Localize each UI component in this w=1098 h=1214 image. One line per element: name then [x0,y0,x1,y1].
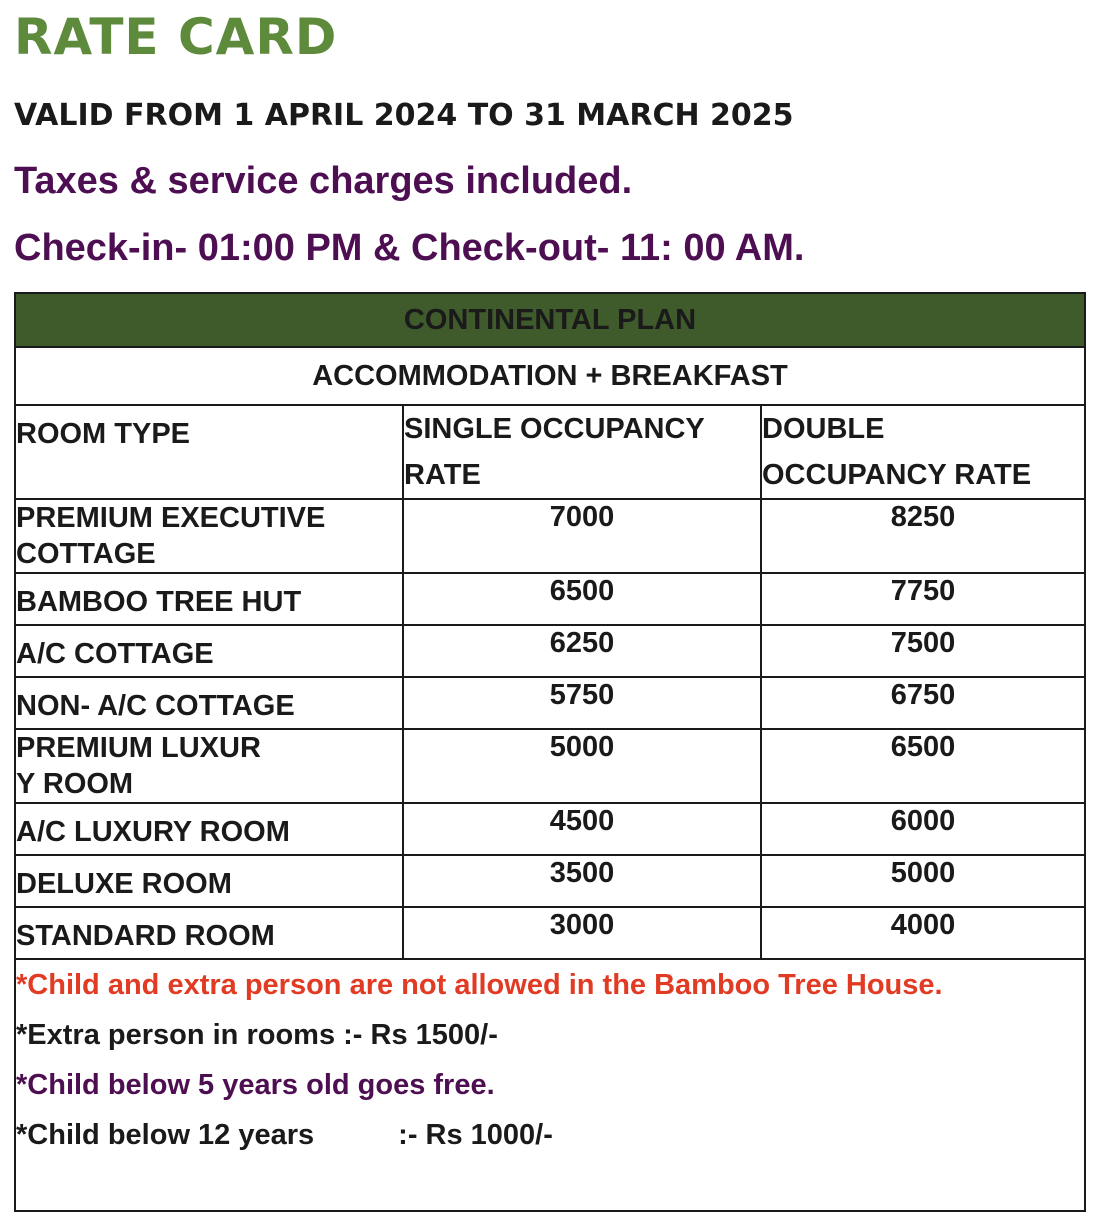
single-header-line2: RATE [404,459,481,491]
table-row [15,677,1085,729]
room-name-line2: Y ROOM [16,768,134,800]
checkin-text: Check-in- 01:00 PM & Check-out- 11: 00 AM. [14,227,805,269]
single-rate-cell: 4500 [403,803,761,855]
room-type-cell [15,499,403,573]
table-row [15,573,1085,625]
note-child-12-label: *Child below 12 years [16,1119,315,1151]
single-rate-cell: 5750 [403,677,761,729]
table-row [15,907,1085,959]
double-rate-cell: 4000 [761,907,1085,959]
single-header-line1: SINGLE OCCUPANCY [404,413,705,445]
notes-cell [15,959,1085,1211]
double-rate-cell: 6750 [761,677,1085,729]
room-type-cell: NON- A/C COTTAGE [15,677,403,729]
single-occupancy-header [403,405,761,499]
double-rate-cell: 6000 [761,803,1085,855]
plan-name: CONTINENTAL PLAN [15,293,1085,347]
single-rate-cell: 7000 [403,499,761,573]
note-bamboo-rule: *Child and extra person are not allowed in the Bamboo Tree House. [16,969,943,1001]
double-rate-cell: 8250 [761,499,1085,573]
room-name-line2: COTTAGE [16,538,156,570]
room-type-header: ROOM TYPE [15,405,403,499]
page-title: RATE CARD [14,8,338,66]
note-child-12-rate: :- Rs 1000/- [398,1119,553,1151]
double-rate-cell: 7750 [761,573,1085,625]
note-child-free: *Child below 5 years old goes free. [16,1069,495,1101]
plan-subtitle: ACCOMMODATION + BREAKFAST [15,347,1085,405]
room-type-cell: A/C COTTAGE [15,625,403,677]
plan-header-row [15,293,1085,347]
rate-table [14,292,1086,1212]
single-rate-cell: 6250 [403,625,761,677]
table-row [15,855,1085,907]
single-rate-cell: 3500 [403,855,761,907]
double-header-line2: OCCUPANCY RATE [762,459,1032,491]
notes-row [15,959,1085,1211]
column-header-row [15,405,1085,499]
table-row [15,729,1085,803]
double-rate-cell: 5000 [761,855,1085,907]
table-row [15,803,1085,855]
room-name-line1: PREMIUM LUXUR [16,732,261,764]
double-rate-cell: 7500 [761,625,1085,677]
plan-subtitle-row [15,347,1085,405]
table-row [15,499,1085,573]
single-rate-cell: 3000 [403,907,761,959]
note-child-12 [16,1110,1084,1160]
room-type-cell: A/C LUXURY ROOM [15,803,403,855]
validity-text: VALID FROM 1 APRIL 2024 TO 31 MARCH 2025 [14,98,794,133]
taxes-text: Taxes & service charges included. [14,160,633,202]
room-type-cell: DELUXE ROOM [15,855,403,907]
room-name-line1: PREMIUM EXECUTIVE [16,502,326,534]
double-rate-cell: 6500 [761,729,1085,803]
single-rate-cell: 5000 [403,729,761,803]
room-type-cell: STANDARD ROOM [15,907,403,959]
double-header-line1: DOUBLE [762,413,885,445]
room-type-cell: BAMBOO TREE HUT [15,573,403,625]
single-rate-cell: 6500 [403,573,761,625]
double-occupancy-header [761,405,1085,499]
note-extra-person: *Extra person in rooms :- Rs 1500/- [16,1019,498,1051]
room-type-cell [15,729,403,803]
table-row [15,625,1085,677]
